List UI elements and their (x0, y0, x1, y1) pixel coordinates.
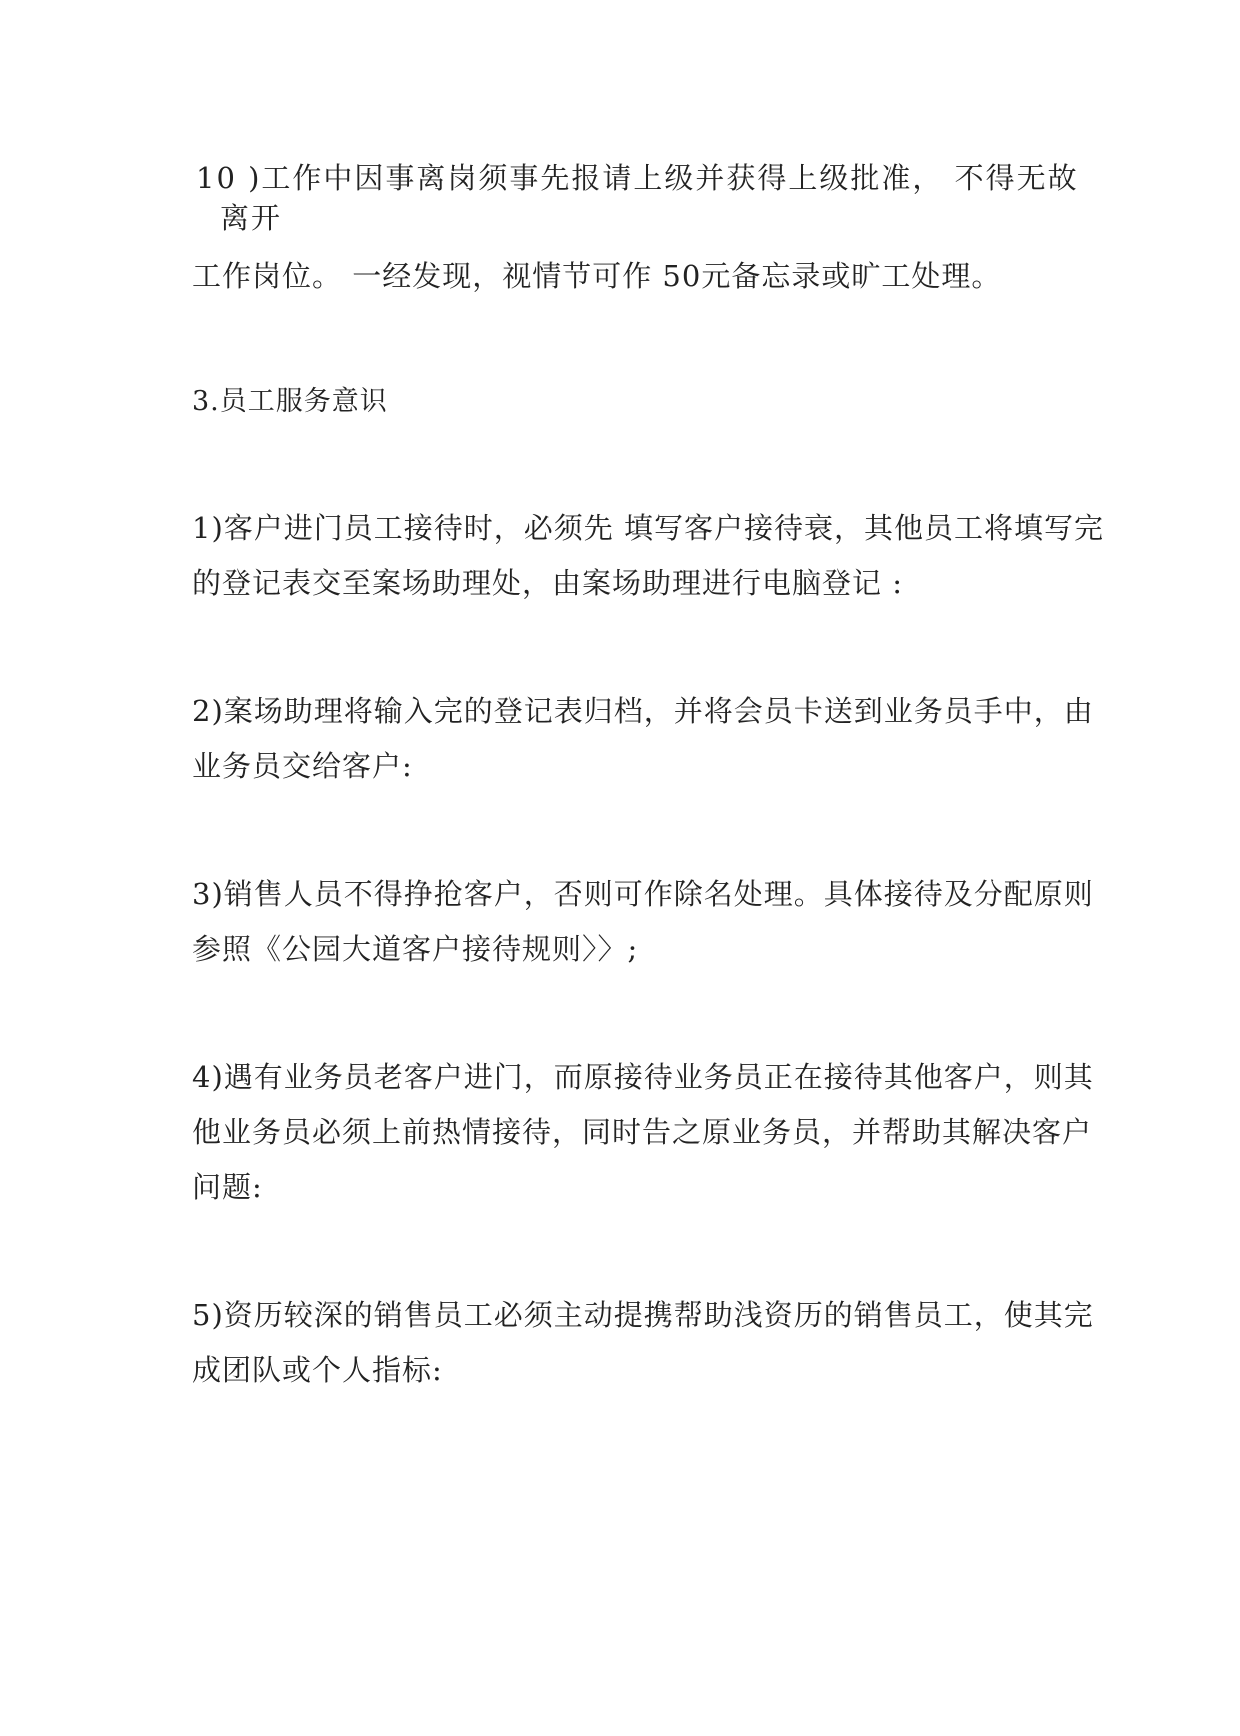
item-5-line-2: 成团队或个人指标: (192, 1353, 443, 1387)
item-10-line-1: 10 )工作中因事离岗须事先报请上级并获得上级批准， 不得无故 (196, 161, 1079, 195)
item-4-line-2: 他业务员必须上前热情接待，同时告之原业务员，并帮助其解决客户 (192, 1115, 1093, 1149)
item-5-line-1: 5)资历较深的销售员工必须主动提携帮助浅资历的销售员工，使其完 (192, 1298, 1094, 1332)
item-3-line-1: 3)销售人员不得挣抢客户，否则可作除名处理。具体接待及分配原则 (192, 877, 1094, 911)
item-4-line-3: 问题: (192, 1170, 263, 1204)
item-3-line-2: 参照《公园大道客户接待规则〉〉; (192, 932, 639, 966)
section-heading: 3.员工服务意识 (192, 386, 388, 417)
item-10-line-2: 离开 (220, 201, 283, 235)
item-1-line-1: 1)客户进门员工接待时，必须先 填写客户接待衰，其他员工将填写完 (192, 511, 1104, 545)
item-4-line-1: 4)遇有业务员老客户进门，而原接待业务员正在接待其他客户，则其 (192, 1060, 1094, 1094)
item-2-line-1: 2)案场助理将输入完的登记表归档，并将会员卡送到业务员手中，由 (192, 694, 1094, 728)
item-1-line-2: 的登记表交至案场助理处，由案场助理进行电脑登记 : (192, 566, 903, 600)
item-2-line-2: 业务员交给客户: (192, 749, 413, 783)
item-10-line-3: 工作岗位。 一经发现，视情节可作 50元备忘录或旷工处理。 (192, 259, 1002, 293)
